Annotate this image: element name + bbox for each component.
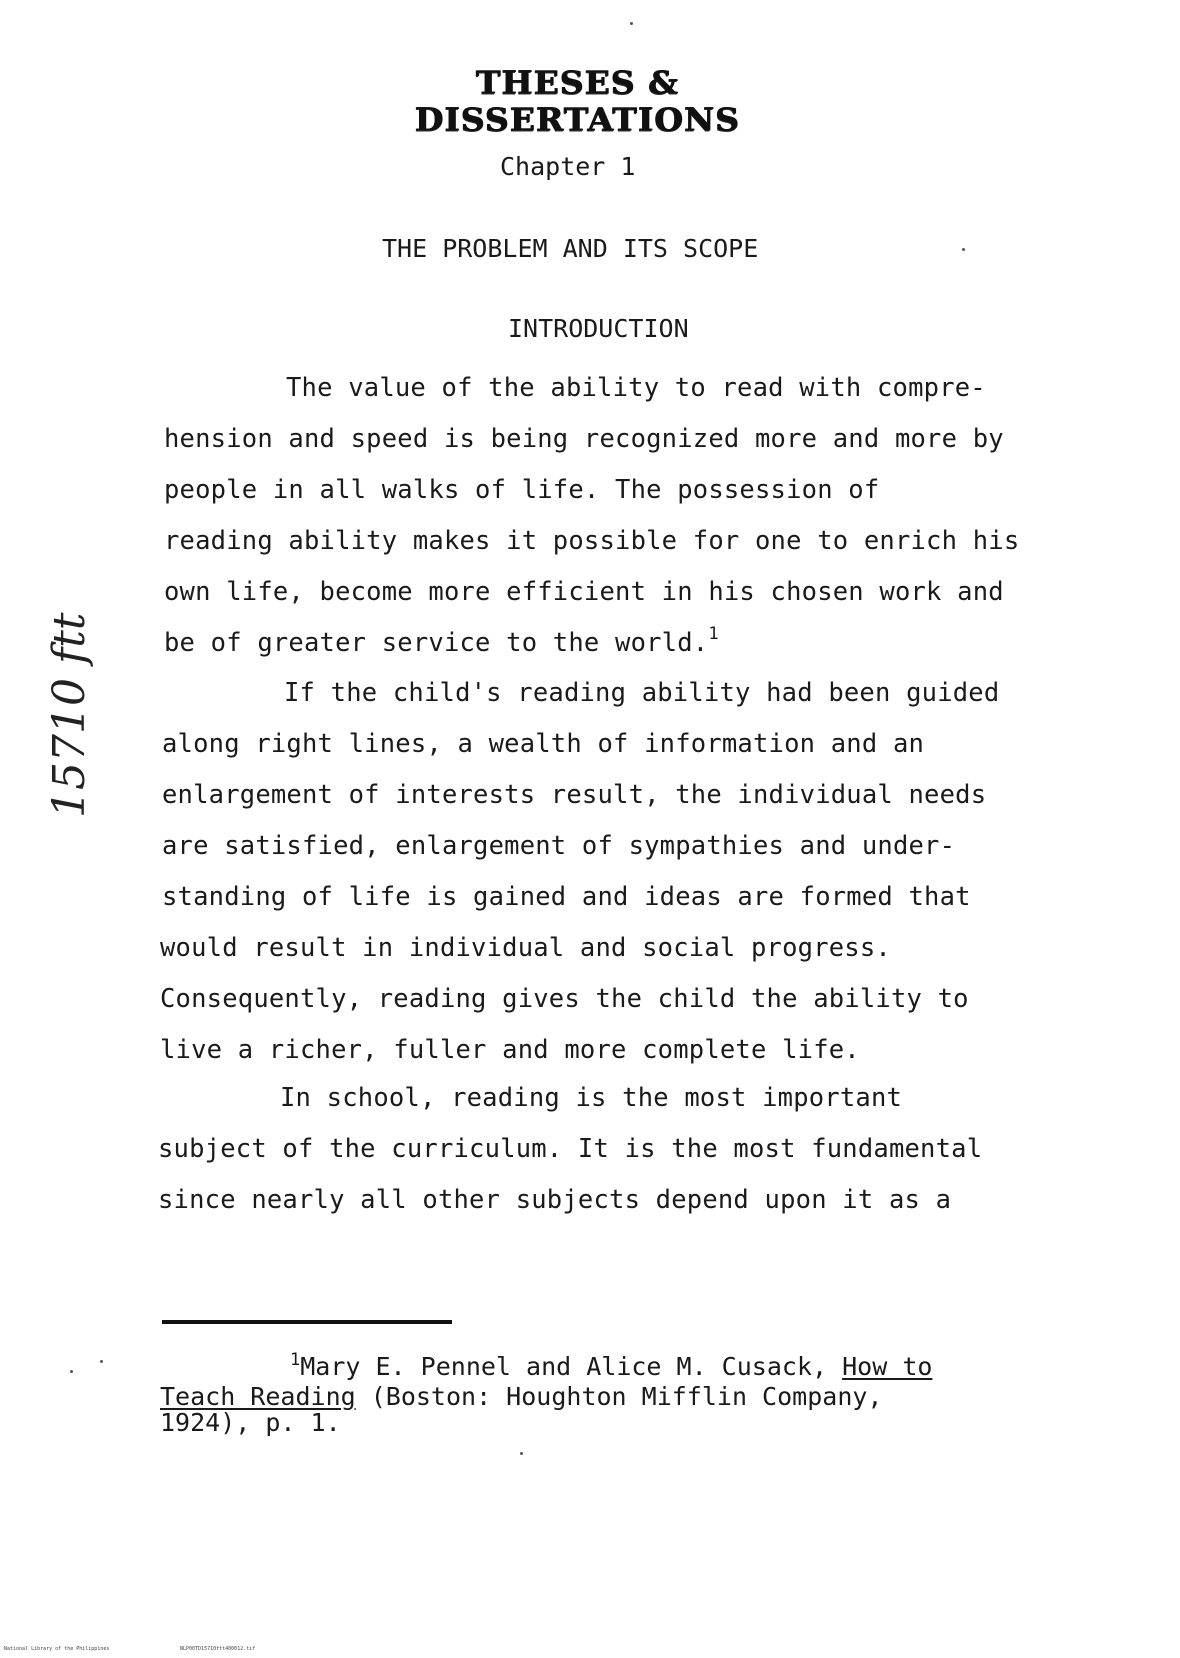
footnote-line-3: 1924), p. 1. <box>160 1408 341 1437</box>
footnote-reference: 1 <box>708 624 719 644</box>
body-line: people in all walks of life. The possession of <box>164 475 880 505</box>
body-line: If the child's reading ability had been guided <box>284 678 1000 708</box>
body-line: The value of the ability to read with compre- <box>286 373 986 403</box>
footnote-line-1 <box>290 1352 932 1381</box>
body-line: would result in individual and social progress. <box>160 933 891 963</box>
footnote-publisher: (Boston: Houghton Mifflin Company, <box>355 1382 883 1411</box>
body-line: hension and speed is being recognized more and more by <box>164 424 1004 454</box>
body-line: be of greater service to the world. <box>164 628 709 658</box>
footnote-book-title-part1: How to <box>842 1352 933 1381</box>
footnote-authors: Mary E. Pennel and Alice M. Cusack, <box>300 1352 843 1381</box>
scan-speck <box>520 1452 523 1455</box>
body-line: reading ability makes it possible for one to enrich his <box>164 526 1020 556</box>
body-line: along right lines, a wealth of information and an <box>162 729 925 759</box>
scan-file-label: NLP00TD15710ftt400012.tif <box>180 1646 256 1652</box>
handwritten-margin-note: 15710 ftt <box>44 612 95 818</box>
body-line-with-footnote <box>164 624 719 658</box>
body-line: are satisfied, enlargement of sympathies and under- <box>162 831 956 861</box>
body-line: since nearly all other subjects depend upon it as a <box>158 1185 952 1215</box>
theses-dissertations-stamp: THESES & DISSERTATIONS <box>414 63 740 139</box>
footnote-divider <box>162 1320 452 1324</box>
scan-speck <box>962 248 965 251</box>
footnote-marker: 1 <box>290 1350 301 1370</box>
body-line: In school, reading is the most important <box>280 1083 903 1113</box>
scan-speck <box>70 1370 73 1373</box>
footnote-line-2 <box>160 1382 882 1411</box>
scan-speck <box>630 22 633 25</box>
section-heading: INTRODUCTION <box>508 314 689 343</box>
body-line: enlargement of interests result, the individual needs <box>162 780 987 810</box>
body-line: live a richer, fuller and more complete life. <box>160 1035 860 1065</box>
chapter-title: THE PROBLEM AND ITS SCOPE <box>382 234 759 263</box>
body-line: own life, become more efficient in his chosen work and <box>164 577 1004 607</box>
body-line: standing of life is gained and ideas are formed that <box>162 882 971 912</box>
body-line: Consequently, reading gives the child the ability to <box>160 984 969 1014</box>
chapter-number: Chapter 1 <box>500 152 636 181</box>
scan-speck <box>100 1360 103 1363</box>
scan-library-label: National Library of the Philippines <box>4 1646 110 1652</box>
body-line: subject of the curriculum. It is the most fundamental <box>158 1134 983 1164</box>
footnote-book-title-part2: Teach Reading <box>160 1382 356 1411</box>
